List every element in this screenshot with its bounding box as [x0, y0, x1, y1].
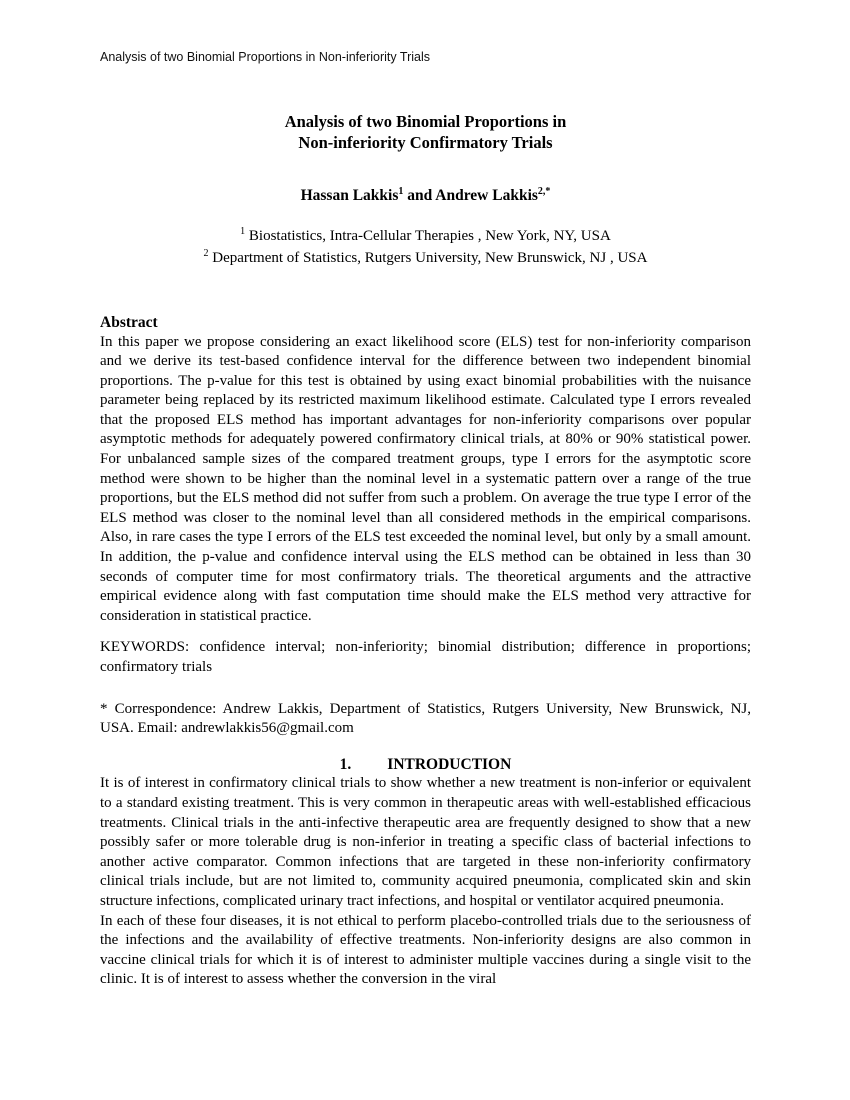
correspondence-prefix: * Correspondence: Andrew Lakkis, Department of Statistics, Rutgers University, New Brunswick, NJ, USA. Email: — [100, 700, 751, 737]
intro-paragraph-2: In each of these four diseases, it is not ethical to perform placebo-controlled trials due to the seriousness of the infections and the availability of effective treatments. Non-inferiority designs are also common in vaccine clinical trials for which it is of interest to administer multiple vaccines during a single visit to the clinic. It is of interest to assess whether the conversion in the viral — [100, 912, 751, 988]
authors-connector: and — [403, 187, 436, 204]
author-1-name: Hassan Lakkis — [300, 187, 399, 204]
affiliation-2-marker: 2 — [203, 247, 209, 259]
affiliation-2-text: Department of Statistics, Rutgers University, New Brunswick, NJ , USA — [208, 249, 648, 266]
author-1-affiliation-marker: 1 — [398, 185, 404, 197]
authors-line — [100, 186, 751, 205]
affiliation-1-text: Biostatistics, Intra-Cellular Therapies , New York, NY, USA — [245, 228, 611, 244]
abstract-heading: Abstract — [100, 314, 158, 331]
abstract-section — [100, 313, 751, 626]
section-1-number: 1. — [339, 755, 352, 773]
running-head: Analysis of two Binomial Proportions in Non-inferiority Trials — [100, 50, 430, 64]
author-2-affiliation-marker: 2,* — [537, 185, 551, 197]
author-2-name: Andrew Lakkis — [435, 187, 538, 204]
affiliation-1 — [100, 226, 751, 248]
affiliation-1-marker: 1 — [240, 226, 246, 237]
section-1-title: INTRODUCTION — [387, 755, 512, 773]
abstract-text: In this paper we propose considering an exact likelihood score (ELS) test for non-inferiority comparison and we derive its test-based confidence interval for the difference between two independent binomial proportions. The p-value for this test is obtained by using exact binomial probabilities with the nuisance parameter being replaced by its restricted maximum likelihood estimate. Calculated type I errors revealed that the proposed ELS method has important advantages for non-inferiority comparisons over popular asymptotic methods for adequately powered confirmatory clinical trials, at 80% or 90% statistical power. For unbalanced sample sizes of the compared treatment groups, type I errors for the asymptotic score method were shown to be higher than the nominal level in a systematic pattern over a range of the true proportions, but the ELS method did not suffer from such a problem. On average the true type I error of the ELS method was closer to the nominal level than all considered methods in the empirical comparisons. Also, in rare cases the type I errors of the ELS test exceeded the nominal level, but only by a small amount. In addition, the p-value and confidence interval using the ELS method can be obtained in less than 30 seconds of computer time for most confirmatory trials. The theoretical arguments and the attractive empirical evidence along with fast computation time should make the ELS method very attractive for consideration in statistical practice. — [100, 333, 751, 624]
affiliations — [100, 226, 751, 269]
email-address: andrewlakkis56@gmail.com — [181, 720, 354, 737]
paper-title-line-2: Non-inferiority Confirmatory Trials — [298, 133, 553, 152]
paper-title — [100, 111, 751, 153]
affiliation-2 — [100, 248, 751, 270]
paper-title-line-1: Analysis of two Binomial Proportions in — [284, 112, 567, 131]
keywords-text: KEYWORDS: confidence interval; non-inferiority; binomial distribution; difference in proportions; confirmatory trials — [100, 639, 751, 675]
correspondence-text — [100, 700, 751, 739]
section-1-heading — [100, 755, 751, 775]
intro-paragraph-1: It is of interest in confirmatory clinical trials to show whether a new treatment is non-inferior or equivalent to a standard existing treatment. This is very common in therapeutic areas with well-established efficacious treatments. Clinical trials in the anti-infective therapeutic area are frequently designed to show that a new possibly safer or more tolerable drug is non-inferior in treating a specific class of bacterial infections to another active comparator. Common infections that are targeted in these non-inferiority confirmatory clinical trials include, but are not limited to, community acquired pneumonia, complicated skin and skin structure infections, complicated urinary tract infections, and hospital or ventilator acquired pneumonia. — [100, 775, 751, 909]
